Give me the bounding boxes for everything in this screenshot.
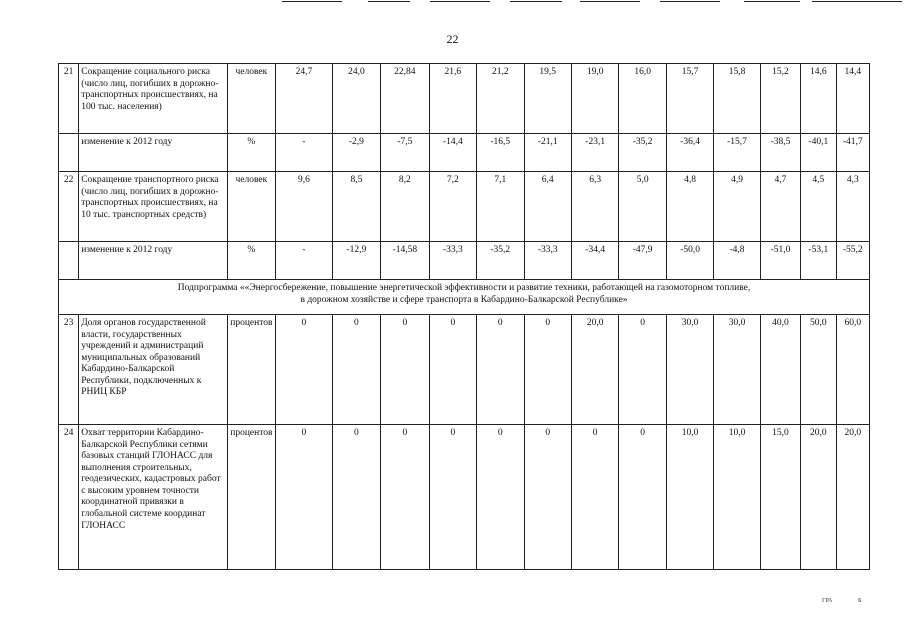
table-row xyxy=(59,242,870,280)
row-number xyxy=(59,134,79,172)
value-cell: -16,5 xyxy=(477,134,524,172)
table-row xyxy=(59,315,870,425)
value-cell: 7,1 xyxy=(477,172,524,242)
value-cell: 15,8 xyxy=(714,64,760,134)
value-cell: 14,6 xyxy=(801,64,836,134)
unit-cell: человек xyxy=(227,172,275,242)
subprogram-title-line2: в дорожном хозяйстве и сфере транспорта в Кабардино-Балкарской Республике» xyxy=(300,294,628,305)
value-cell: 16,0 xyxy=(619,64,666,134)
value-cell: 0 xyxy=(332,425,380,570)
value-cell: 30,0 xyxy=(714,315,760,425)
subprogram-section xyxy=(59,280,870,315)
value-cell: 0 xyxy=(524,315,571,425)
indicators-table xyxy=(58,63,870,570)
value-cell: 19,0 xyxy=(571,64,618,134)
value-cell: 4,3 xyxy=(836,172,870,242)
table-row xyxy=(59,134,870,172)
value-cell: -33,3 xyxy=(429,242,476,280)
value-cell: 4,7 xyxy=(760,172,800,242)
value-cell: -50,0 xyxy=(666,242,713,280)
value-cell: 0 xyxy=(429,425,476,570)
top-rule xyxy=(744,1,800,2)
table-row xyxy=(59,425,870,570)
value-cell: -38,5 xyxy=(760,134,800,172)
value-cell: 0 xyxy=(381,315,429,425)
value-cell: -4,8 xyxy=(714,242,760,280)
row-number: 22 xyxy=(59,172,79,242)
indicator-name: изменение к 2012 году xyxy=(79,134,227,172)
value-cell: 0 xyxy=(276,315,333,425)
value-cell: -14,58 xyxy=(381,242,429,280)
value-cell: -36,4 xyxy=(666,134,713,172)
value-cell: -21,1 xyxy=(524,134,571,172)
value-cell: -35,2 xyxy=(477,242,524,280)
value-cell: 20,0 xyxy=(801,425,836,570)
value-cell: 14,4 xyxy=(836,64,870,134)
top-rule xyxy=(282,1,342,2)
value-cell: 22,84 xyxy=(381,64,429,134)
value-cell: 0 xyxy=(429,315,476,425)
subprogram-row xyxy=(59,280,870,315)
indicator-name: Сокращение социального риска (число лиц, погибших в дорожно-транспортных происшествиях, на 100 тыс. населения) xyxy=(79,64,227,134)
value-cell: -15,7 xyxy=(714,134,760,172)
top-rule xyxy=(660,1,720,2)
value-cell: 50,0 xyxy=(801,315,836,425)
value-cell: 0 xyxy=(332,315,380,425)
table-row xyxy=(59,172,870,242)
row-number xyxy=(59,242,79,280)
value-cell: -35,2 xyxy=(619,134,666,172)
value-cell: 10,0 xyxy=(714,425,760,570)
value-cell: 24,0 xyxy=(332,64,380,134)
indicator-name: Доля органов государственной власти, государственных учреждений и администраций муниципальных образований Кабардино-Балкарской Республики, подключенных к РНИЦ КБР xyxy=(79,315,227,425)
row-number: 21 xyxy=(59,64,79,134)
value-cell: 5,0 xyxy=(619,172,666,242)
value-cell: -53,1 xyxy=(801,242,836,280)
subprogram-title xyxy=(59,280,870,315)
value-cell: 21,2 xyxy=(477,64,524,134)
value-cell: 0 xyxy=(477,315,524,425)
value-cell: 15,0 xyxy=(760,425,800,570)
value-cell: 4,9 xyxy=(714,172,760,242)
value-cell: 0 xyxy=(477,425,524,570)
value-cell: 0 xyxy=(276,425,333,570)
table-body-top xyxy=(59,64,870,280)
value-cell: -47,9 xyxy=(619,242,666,280)
top-rule xyxy=(368,1,410,2)
value-cell: 24,7 xyxy=(276,64,333,134)
value-cell: 19,5 xyxy=(524,64,571,134)
value-cell: -23,1 xyxy=(571,134,618,172)
indicator-name: изменение к 2012 году xyxy=(79,242,227,280)
value-cell: 0 xyxy=(381,425,429,570)
value-cell: 30,0 xyxy=(666,315,713,425)
value-cell: 60,0 xyxy=(836,315,870,425)
page-number: 22 xyxy=(446,32,459,46)
value-cell: -41,7 xyxy=(836,134,870,172)
value-cell: -12,9 xyxy=(332,242,380,280)
row-number: 23 xyxy=(59,315,79,425)
value-cell: - xyxy=(276,134,333,172)
value-cell: 40,0 xyxy=(760,315,800,425)
indicator-name: Сокращение транспортного риска (число лиц, погибших в дорожно-транспортных происшествиях, на 10 тыс. транспортных средств) xyxy=(79,172,227,242)
value-cell: 9,6 xyxy=(276,172,333,242)
unit-cell: человек xyxy=(227,64,275,134)
value-cell: 6,4 xyxy=(524,172,571,242)
value-cell: 10,0 xyxy=(666,425,713,570)
value-cell: 4,8 xyxy=(666,172,713,242)
value-cell: -34,4 xyxy=(571,242,618,280)
value-cell: 4,5 xyxy=(801,172,836,242)
row-number: 24 xyxy=(59,425,79,570)
unit-cell: процентов xyxy=(227,425,275,570)
value-cell: - xyxy=(276,242,333,280)
value-cell: 20,0 xyxy=(571,315,618,425)
value-cell: -2,9 xyxy=(332,134,380,172)
value-cell: 15,7 xyxy=(666,64,713,134)
value-cell: 20,0 xyxy=(836,425,870,570)
value-cell: 8,2 xyxy=(381,172,429,242)
unit-cell: % xyxy=(227,134,275,172)
value-cell: 15,2 xyxy=(760,64,800,134)
value-cell: 0 xyxy=(619,315,666,425)
value-cell: -33,3 xyxy=(524,242,571,280)
table-row xyxy=(59,64,870,134)
top-rule xyxy=(430,1,490,2)
value-cell: -14,4 xyxy=(429,134,476,172)
indicator-name: Охват территории Кабардино-Балкарской Республики сетями базовых станций ГЛОНАСС для выполнения строительных, геодезических, кадастровых работ с высоким уровнем точности координатной привязки в глобальной системе координат ГЛОНАСС xyxy=(79,425,227,570)
value-cell: -51,0 xyxy=(760,242,800,280)
value-cell: 0 xyxy=(619,425,666,570)
value-cell: -40,1 xyxy=(801,134,836,172)
subprogram-title-line1: Подпрограмма ««Энергосбережение, повышение энергетической эффективности и развитие техники, работающей на газомоторном топливе, xyxy=(177,283,751,293)
footer-mark: Б xyxy=(858,598,862,604)
value-cell: -7,5 xyxy=(381,134,429,172)
value-cell: 8,5 xyxy=(332,172,380,242)
value-cell: -55,2 xyxy=(836,242,870,280)
top-rule xyxy=(812,1,902,2)
table-body-bottom xyxy=(59,315,870,570)
value-cell: 7,2 xyxy=(429,172,476,242)
footer-mark: ГРА xyxy=(822,598,833,604)
unit-cell: % xyxy=(227,242,275,280)
value-cell: 6,3 xyxy=(571,172,618,242)
unit-cell: процентов xyxy=(227,315,275,425)
top-rule xyxy=(580,1,640,2)
value-cell: 0 xyxy=(524,425,571,570)
value-cell: 0 xyxy=(571,425,618,570)
value-cell: 21,6 xyxy=(429,64,476,134)
top-rule xyxy=(510,1,562,2)
